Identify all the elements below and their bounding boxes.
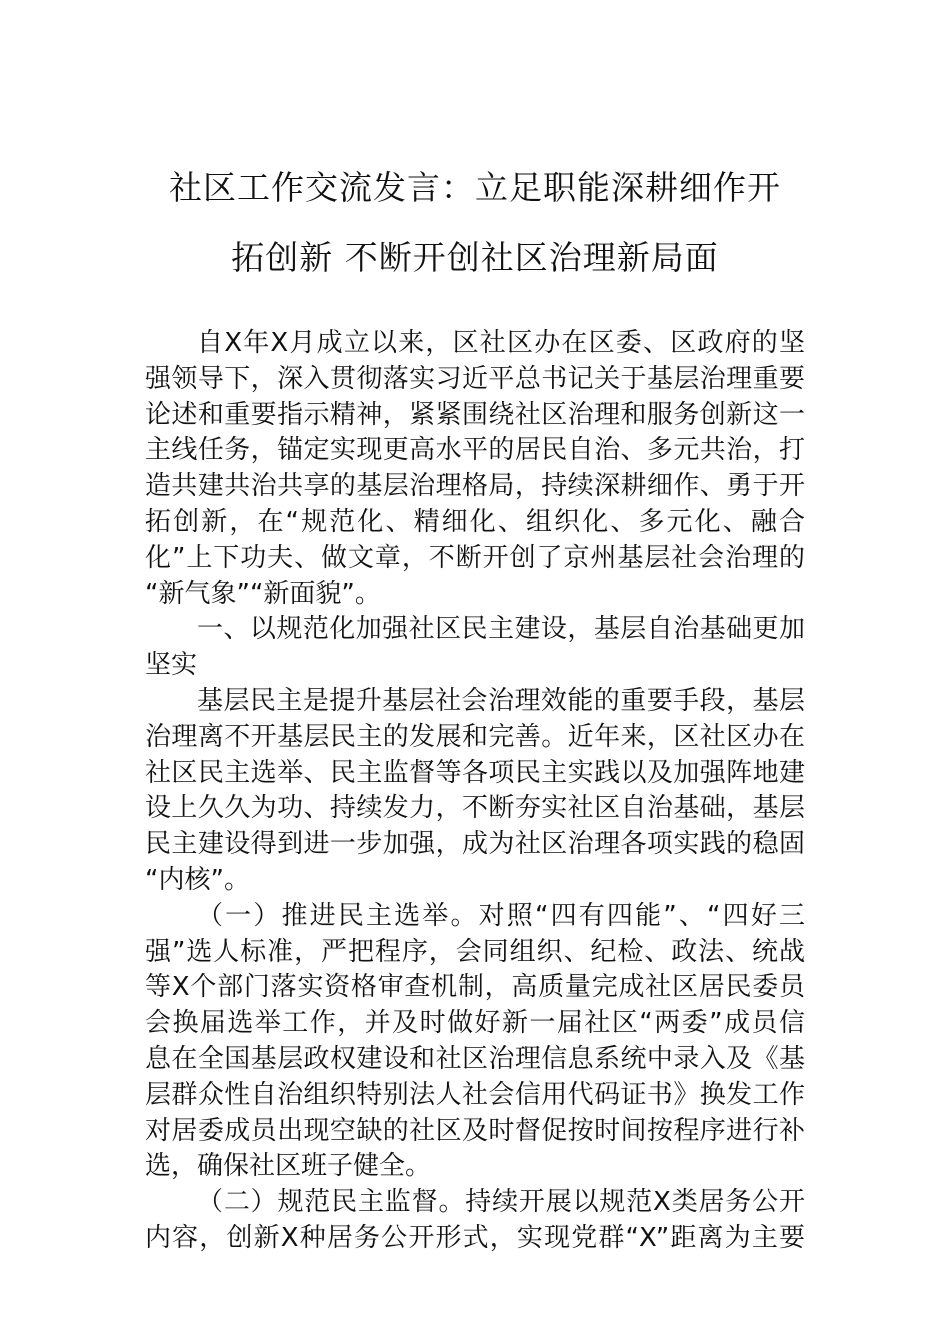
body-line: 社区民主选举、民主监督等各项民主实践以及加强阵地建 <box>145 757 805 788</box>
body-line: 强”选人标准，严把程序，会同组织、纪检、政法、统战 <box>145 936 805 967</box>
body-line: 自X年X月成立以来，区社区办在区委、区政府的坚 <box>197 328 805 358</box>
document-body <box>145 326 805 1257</box>
body-line: 基层民主是提升基层社会治理效能的重要手段，基层 <box>197 685 805 716</box>
section-heading-line: 一、以规范化加强社区民主建设，基层自治基础更加 <box>197 614 805 645</box>
body-line: 等X个部门落实资格审查机制，高质量完成社区居民委员 <box>145 972 805 1003</box>
body-line: 论述和重要指示精神，紧紧围绕社区治理和服务创新这一 <box>145 399 805 430</box>
body-line: 内容，创新X种居务公开形式，实现党群“X”距离为主要 <box>145 1222 805 1253</box>
body-line: “内核”。 <box>145 864 250 895</box>
body-line: 治理离不开基层民主的发展和完善。近年来，区社区办在 <box>145 721 805 752</box>
body-line: 化”上下功夫、做文章，不断开创了京州基层社会治理的 <box>145 542 805 573</box>
body-line: 会换届选举工作，并及时做好新一届社区“两委”成员信 <box>145 1008 805 1039</box>
body-line: 层群众性自治组织特别法人社会信用代码证书》换发工作 <box>145 1079 805 1110</box>
body-line: 民主建设得到进一步加强，成为社区治理各项实践的稳固 <box>145 829 805 860</box>
body-line: 选，确保社区班子健全。 <box>145 1151 432 1182</box>
document-title-line-2: 拓创新 不断开创社区治理新局面 <box>231 238 719 277</box>
body-line: 息在全国基层政权建设和社区治理信息系统中录入及《基 <box>145 1043 805 1074</box>
body-line: “新气象”“新面貌”。 <box>145 578 381 609</box>
body-line: 拓创新，在“规范化、精细化、组织化、多元化、融合 <box>145 506 805 537</box>
body-line: 主线任务，锚定实现更高水平的居民自治、多元共治，打 <box>145 435 805 466</box>
section-heading-line: 坚实 <box>145 650 198 681</box>
body-line: （一）推进民主选举。对照“四有四能”、“四好三 <box>197 900 805 931</box>
body-line: 设上久久为功、持续发力，不断夯实社区自治基础，基层 <box>145 793 805 824</box>
body-line: （二）规范民主监督。持续开展以规范X类居务公开 <box>197 1187 805 1218</box>
body-line: 造共建共治共享的基层治理格局，持续深耕细作、勇于开 <box>145 471 805 502</box>
body-line: 强领导下，深入贯彻落实习近平总书记关于基层治理重要 <box>145 363 805 394</box>
document-title-line-1: 社区工作交流发言：立足职能深耕细作开 <box>169 168 781 207</box>
body-line: 对居委成员出现空缺的社区及时督促按时间按程序进行补 <box>145 1115 805 1146</box>
